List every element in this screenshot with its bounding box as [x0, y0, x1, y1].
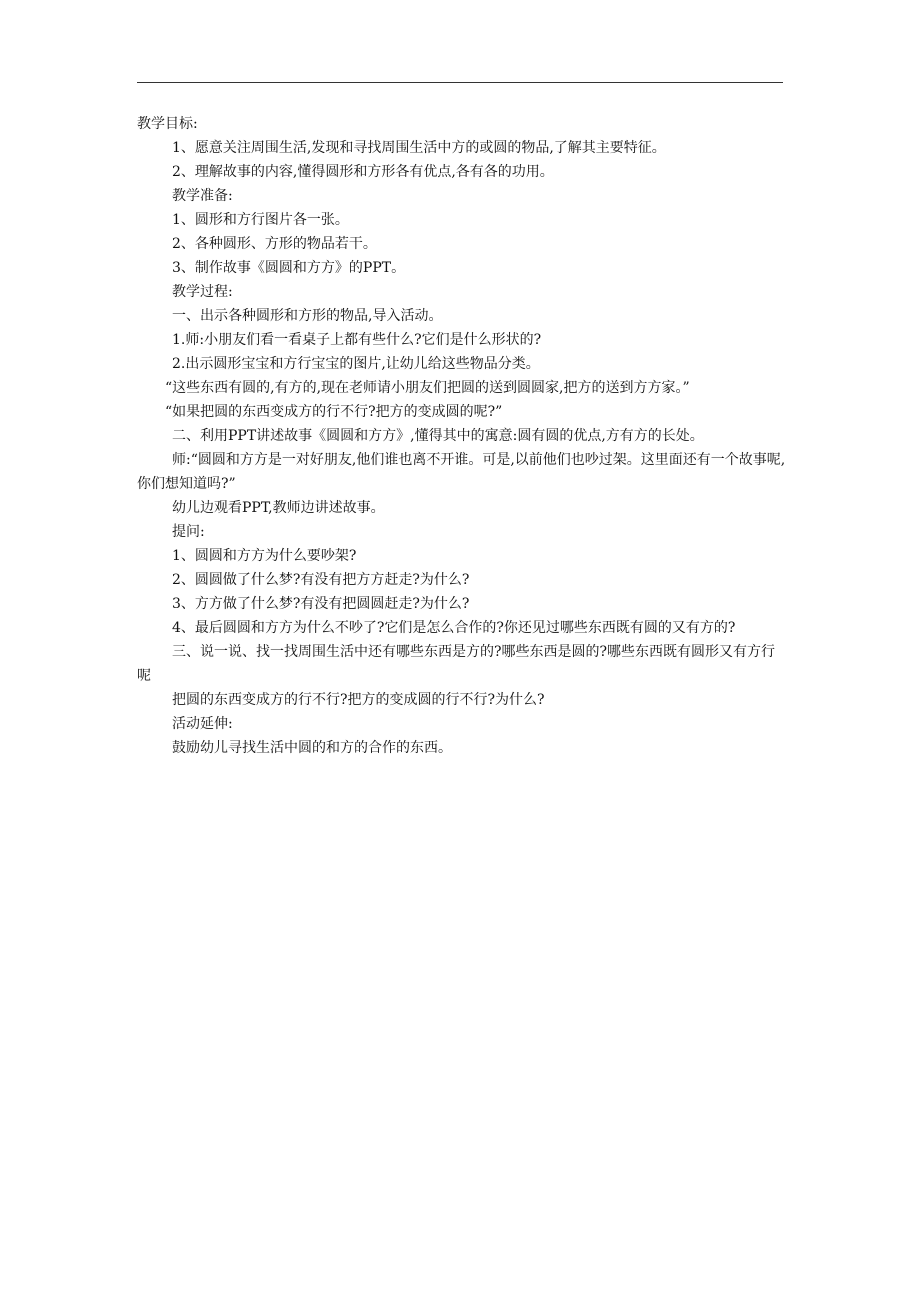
paragraph: 1、圆形和方行图片各一张。 — [172, 212, 349, 228]
paragraph: 二、利用PPT讲述故事《圆圆和方方》,懂得其中的寓意:圆有圆的优点,方有方的长处。 — [172, 428, 704, 444]
paragraph: 教学目标: — [137, 116, 198, 132]
document-body — [137, 112, 787, 760]
paragraph: 2、圆圆做了什么梦?有没有把方方赶走?为什么? — [172, 572, 470, 588]
paragraph: 2.出示圆形宝宝和方行宝宝的图片,让幼儿给这些物品分类。 — [172, 356, 540, 372]
paragraph: 4、最后圆圆和方方为什么不吵了?它们是怎么合作的?你还见过哪些东西既有圆的又有方的? — [172, 620, 736, 636]
paragraph: 三、说一说、找一找周围生活中还有哪些东西是方的?哪些东西是圆的?哪些东西既有圆形又有方行呢 — [137, 644, 776, 684]
paragraph: “这些东西有圆的,有方的,现在老师请小朋友们把圆的送到圆圆家,把方的送到方方家。” — [165, 380, 690, 396]
paragraph: 把圆的东西变成方的行不行?把方的变成圆的行不行?为什么? — [172, 692, 545, 708]
paragraph: 一、出示各种圆形和方形的物品,导入活动。 — [172, 308, 443, 324]
paragraph: 鼓励幼儿寻找生活中圆的和方的合作的东西。 — [172, 740, 452, 756]
paragraph: 1、圆圆和方方为什么要吵架? — [172, 548, 357, 564]
section-heading: 教学过程: — [172, 284, 233, 300]
paragraph: 1、愿意关注周围生活,发现和寻找周围生活中方的或圆的物品,了解其主要特征。 — [172, 140, 666, 156]
header-rule — [137, 82, 783, 83]
paragraph: 2、理解故事的内容,懂得圆形和方形各有优点,各有各的功用。 — [172, 164, 554, 180]
paragraph: 2、各种圆形、方形的物品若干。 — [172, 236, 377, 252]
paragraph: 师:“圆圆和方方是一对好朋友,他们谁也离不开谁。可是,以前他们也吵过架。这里面还有一个故事呢,你们想知道吗?” — [137, 452, 786, 492]
section-heading: 活动延伸: — [172, 716, 233, 732]
paragraph: 3、制作故事《圆圆和方方》的PPT。 — [172, 260, 406, 276]
paragraph: 幼儿边观看PPT,教师边讲述故事。 — [172, 500, 385, 516]
section-heading: 教学准备: — [172, 188, 233, 204]
paragraph: “如果把圆的东西变成方的行不行?把方的变成圆的呢?” — [165, 404, 503, 420]
section-heading: 提问: — [172, 524, 205, 540]
paragraph: 3、方方做了什么梦?有没有把圆圆赶走?为什么? — [172, 596, 470, 612]
paragraph: 1.师:小朋友们看一看桌子上都有些什么?它们是什么形状的? — [172, 332, 542, 348]
